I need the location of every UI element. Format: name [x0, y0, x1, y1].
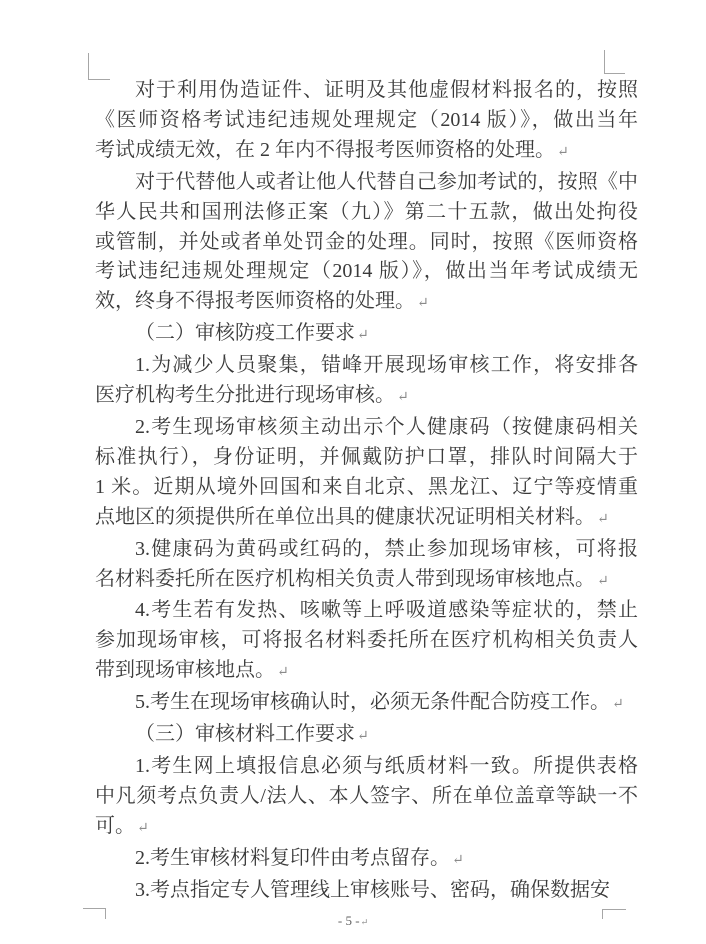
paragraph [95, 752, 638, 844]
paragraph-line: （二）审核防疫工作要求 ↵ [135, 322, 369, 345]
paragraph-line: 2.考生审核材料复印件由考点留存。 ↵ [135, 846, 464, 869]
paragraph-line: 可。 ↵ [95, 814, 149, 837]
paragraph-line: 带到现场审核地点。 ↵ [95, 659, 289, 682]
paragraph-line: 点地区的须提供所在单位出具的健康状况证明相关材料。 ↵ [95, 505, 609, 528]
margin-mark-top-right-icon [604, 50, 625, 74]
paragraph-line: 考试成绩无效，在 2 年内不得报考医师资格的处理。 ↵ [95, 138, 569, 161]
paragraph [95, 413, 638, 535]
document-body [95, 76, 638, 905]
paragraph [95, 720, 638, 752]
paragraph-line: 2.考生现场审核须主动出示个人健康码（按健康码相关 [135, 415, 638, 438]
paragraph-line: 4.考生若有发热、咳嗽等上呼吸道感染等症状的，禁止 [135, 599, 638, 622]
paragraph-mark-icon: ↵ [357, 729, 369, 745]
paragraph [95, 351, 638, 413]
paragraph-mark-icon: ↵ [357, 328, 369, 344]
paragraph-mark-icon: ↵ [397, 390, 409, 406]
paragraph-line: 对于代替他人或者让他人代替自己参加考试的，按照《中 [135, 170, 638, 193]
paragraph-line: 1.考生网上填报信息必须与纸质材料一致。所提供表格 [135, 754, 638, 777]
paragraph-line: 标准执行），身份证明，并佩戴防护口罩，排队时间隔大于 [95, 445, 638, 468]
paragraph-line: 华人民共和国刑法修正案（九）》第二十五款，做出处拘役 [95, 200, 638, 223]
paragraph [95, 596, 638, 688]
paragraph-line: 参加现场审核，可将报名材料委托所在医疗机构相关负责人 [95, 629, 638, 652]
paragraph-line: 效，终身不得报考医师资格的处理。 ↵ [95, 290, 429, 313]
paragraph-line: 中凡须考点负责人/法人、本人签字、所在单位盖章等缺一不 [95, 784, 638, 807]
paragraph [95, 844, 638, 876]
paragraph-mark-icon: ↵ [452, 852, 464, 868]
paragraph-line: 1.为减少人员聚集，错峰开展现场审核工作，将安排各 [135, 354, 638, 377]
paragraph-line: 3.考点指定专人管理线上审核账号、密码，确保数据安 [135, 878, 610, 901]
paragraph [95, 876, 638, 906]
paragraph-line: 3.健康码为黄码或红码的，禁止参加现场审核，可将报 [135, 537, 638, 560]
paragraph [95, 319, 638, 351]
paragraph-mark-icon: ↵ [612, 697, 624, 713]
paragraph [95, 76, 638, 168]
page-number: - 5 - [337, 913, 360, 928]
paragraph-line: 《医师资格考试违纪违规处理规定（2014 版）》，做出当年 [95, 108, 638, 131]
footer-paragraph-mark-icon: ↵ [360, 917, 369, 927]
paragraph-line: 5.考生在现场审核确认时，必须无条件配合防疫工作。 ↵ [135, 691, 624, 714]
paragraph [95, 535, 638, 597]
paragraph-line: 对于利用伪造证件、证明及其他虚假材料报名的，按照 [135, 79, 638, 101]
paragraph-mark-icon: ↵ [557, 144, 569, 160]
paragraph-mark-icon: ↵ [277, 665, 289, 681]
paragraph-line: 考试违纪违规处理规定（2014 版）》，做出当年考试成绩无 [95, 260, 638, 283]
paragraph-mark-icon: ↵ [137, 820, 149, 836]
paragraph-line: （三）审核材料工作要求 ↵ [135, 723, 369, 746]
paragraph-mark-icon: ↵ [597, 511, 609, 527]
paragraph-line: 1 米。近期从境外回国和来自北京、黑龙江、辽宁等疫情重 [95, 475, 638, 498]
paragraph-line: 名材料委托所在医疗机构相关负责人带到现场审核地点。 ↵ [95, 567, 609, 590]
paragraph [95, 688, 638, 720]
paragraph-line: 医疗机构考生分批进行现场审核。 ↵ [95, 384, 409, 407]
paragraph [95, 168, 638, 320]
paragraph-mark-icon: ↵ [417, 296, 429, 312]
page-footer [0, 914, 706, 929]
paragraph-line: 或管制，并处或者单处罚金的处理。同时，按照《医师资格 [95, 230, 638, 253]
paragraph-mark-icon: ↵ [597, 573, 609, 589]
